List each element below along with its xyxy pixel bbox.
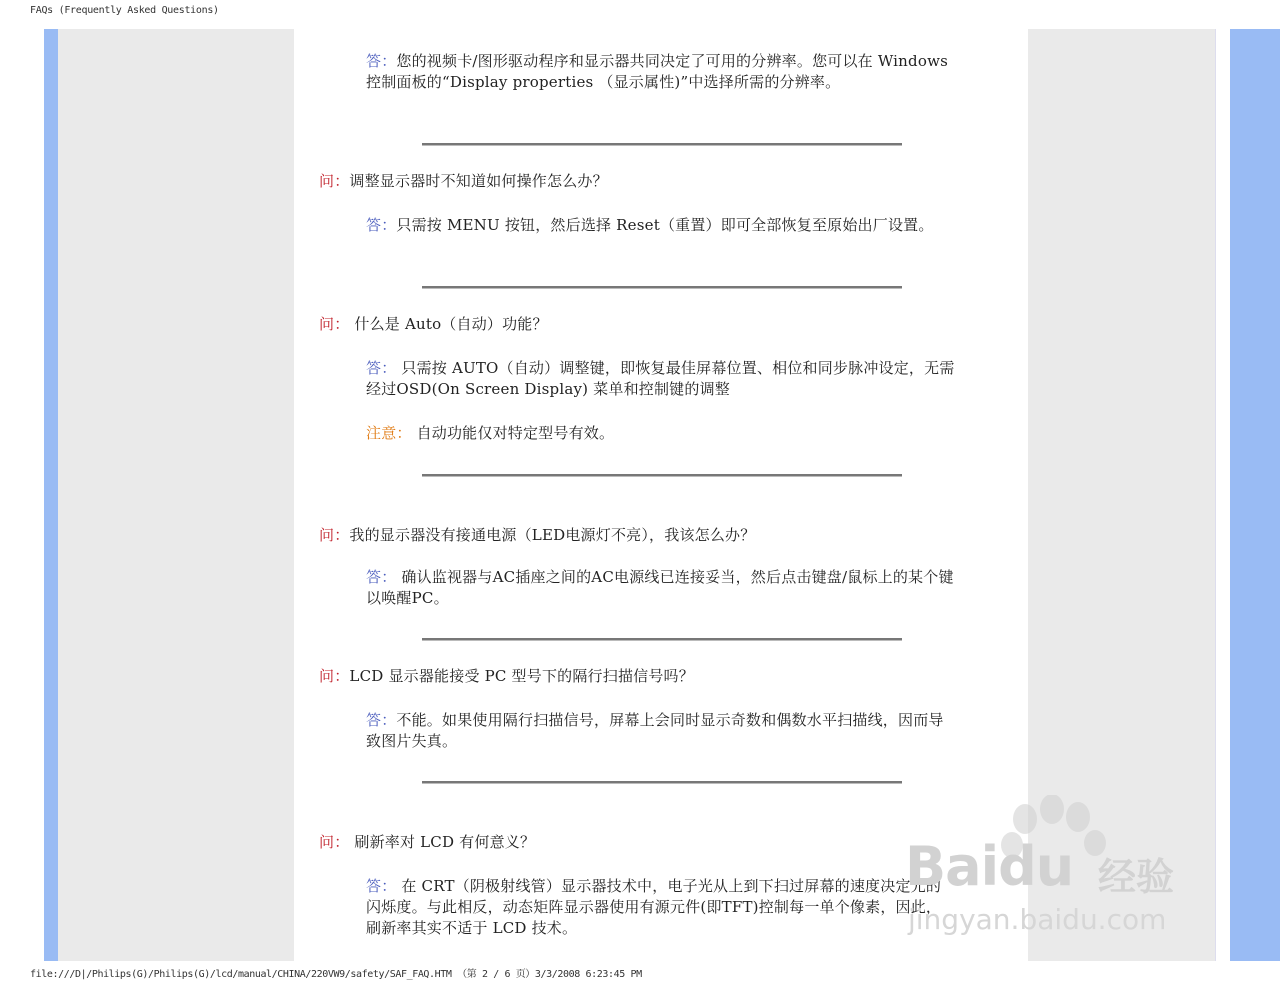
answer-text: 确认监视器与AC插座之间的AC电源线已连接妥当，然后点击键盘/鼠标上的某个键以唤醒PC。 bbox=[366, 568, 954, 607]
answer-label: 答： bbox=[366, 877, 397, 895]
question-label: 问： bbox=[319, 172, 350, 190]
question-label: 问： bbox=[319, 315, 350, 333]
note-label: 注意： bbox=[366, 424, 412, 442]
question-text: LCD 显示器能接受 PC 型号下的隔行扫描信号吗？ bbox=[349, 667, 694, 685]
page-header-title: FAQs (Frequently Asked Questions) bbox=[30, 5, 219, 16]
faq-note-2 bbox=[366, 423, 956, 444]
question-text: 我的显示器没有接通电源（LED电源灯不亮），我该怎么办？ bbox=[349, 526, 756, 544]
section-divider bbox=[422, 474, 902, 477]
answer-label: 答： bbox=[366, 359, 397, 377]
question-text: 什么是 Auto（自动）功能？ bbox=[349, 315, 548, 333]
faq-answer-1 bbox=[366, 215, 956, 236]
section-divider bbox=[422, 286, 902, 289]
faq-question-5 bbox=[319, 832, 959, 853]
faq-answer-4 bbox=[366, 710, 956, 752]
answer-label: 答： bbox=[366, 216, 397, 234]
faq-answer-0 bbox=[366, 51, 969, 93]
note-text: 自动功能仅对特定型号有效。 bbox=[411, 424, 615, 442]
section-divider bbox=[422, 781, 902, 784]
answer-label: 答： bbox=[366, 52, 397, 70]
faq-question-1 bbox=[319, 171, 959, 192]
section-divider bbox=[422, 638, 902, 641]
right-blue-bar bbox=[1230, 29, 1280, 961]
watermark-url: jingyan.baidu.com bbox=[908, 903, 1167, 936]
faq-question-3 bbox=[319, 525, 959, 546]
answer-text: 只需按 AUTO（自动）调整键，即恢复最佳屏幕位置、相位和同步脉冲设定，无需经过OSD(On Screen Display) 菜单和控制键的调整 bbox=[366, 359, 955, 398]
faq-answer-5 bbox=[366, 876, 956, 939]
watermark-brand: Baidu bbox=[905, 835, 1074, 898]
right-divider-strip bbox=[1215, 29, 1230, 961]
faq-question-2 bbox=[319, 314, 959, 335]
question-label: 问： bbox=[319, 526, 350, 544]
left-blue-bar bbox=[44, 29, 58, 961]
question-label: 问： bbox=[319, 667, 350, 685]
question-text: 刷新率对 LCD 有何意义？ bbox=[349, 833, 536, 851]
answer-label: 答： bbox=[366, 711, 397, 729]
faq-answer-2 bbox=[366, 358, 956, 400]
faq-question-4 bbox=[319, 666, 959, 687]
question-label: 问： bbox=[319, 833, 350, 851]
page-footer-path: file:///D|/Philips(G)/Philips(G)/lcd/manual/CHINA/220VW9/safety/SAF_FAQ.HTM （第 2 / 6 页）3/3/2008 6:23:45 PM bbox=[30, 969, 642, 980]
faq-answer-3 bbox=[366, 567, 956, 609]
answer-label: 答： bbox=[366, 568, 397, 586]
section-divider bbox=[422, 143, 902, 146]
answer-text: 只需按 MENU 按钮，然后选择 Reset（重置）即可全部恢复至原始出厂设置。 bbox=[396, 216, 934, 234]
left-side-panel bbox=[58, 29, 294, 961]
answer-text: 在 CRT（阴极射线管）显示器技术中，电子光从上到下扫过屏幕的速度决定光的闪烁度。与此相反，动态矩阵显示器使用有源元件(即TFT)控制每一单个像素，因此，刷新率其实不适于 LCD 技术。 bbox=[366, 877, 942, 937]
answer-text: 您的视频卡/图形驱动程序和显示器共同决定了可用的分辨率。您可以在 Windows 控制面板的“Display properties （显示属性)”中选择所需的分辨率。 bbox=[366, 52, 969, 91]
question-text: 调整显示器时不知道如何操作怎么办？ bbox=[349, 172, 608, 190]
answer-text: 不能。如果使用隔行扫描信号，屏幕上会同时显示奇数和偶数水平扫描线，因而导致图片失真。 bbox=[366, 711, 944, 750]
watermark-cn: 经验 bbox=[1098, 855, 1175, 899]
